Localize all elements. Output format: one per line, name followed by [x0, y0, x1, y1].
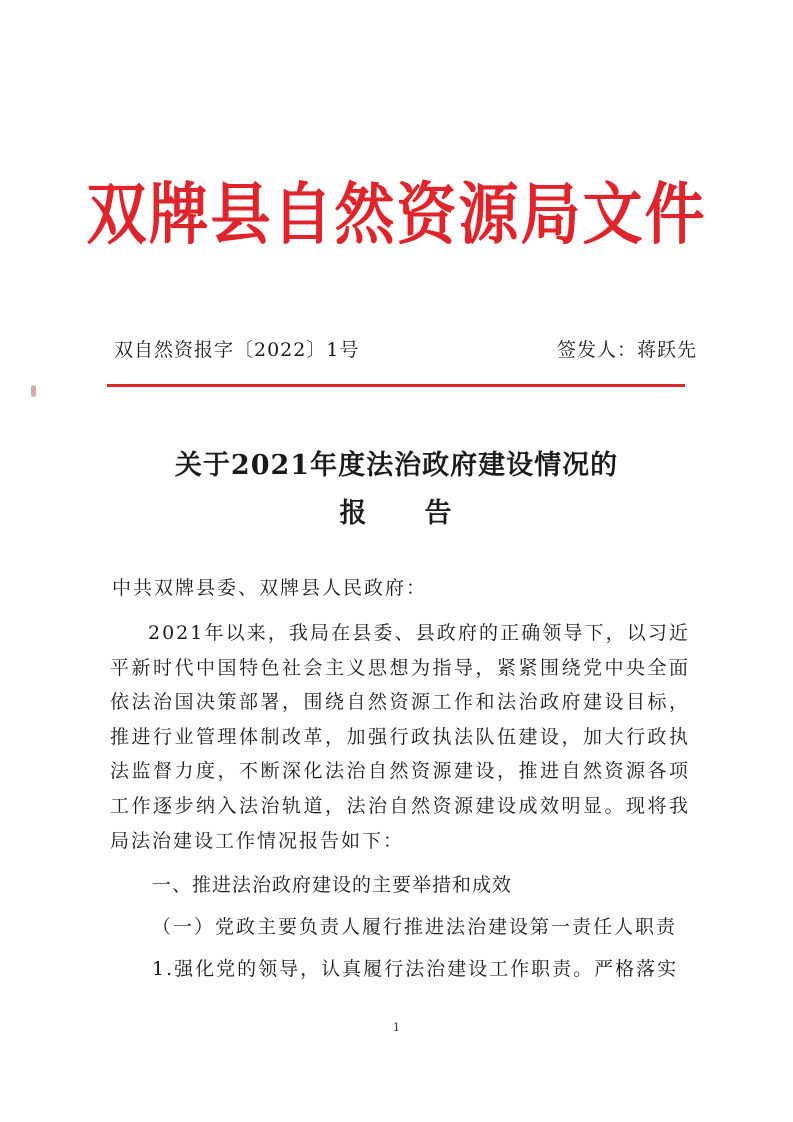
signer: 签发人：蒋跃先	[556, 339, 697, 361]
page-number: 1	[393, 1021, 400, 1034]
section-heading-1: 一、推进法治政府建设的主要举措和成效	[152, 874, 513, 896]
masthead-title: 双牌县自然资源局文件	[86, 175, 707, 255]
subsection-heading-1: （一）党政主要负责人履行推进法治建设第一责任人职责	[152, 916, 678, 938]
report-title-line-2	[0, 494, 793, 534]
report-title-char-2: 告	[424, 498, 454, 529]
document-number: 双自然资报字〔2022〕1号	[114, 339, 360, 361]
red-divider	[107, 384, 685, 387]
point-1-text: 1.强化党的领导，认真履行法治建设工作职责。严格落实	[152, 958, 679, 980]
body-text	[110, 616, 690, 858]
report-title-line-1: 关于2021年度法治政府建设情况的	[174, 450, 619, 481]
body-paragraph: 2021年以来，我局在县委、县政府的正确领导下，以习近平新时代中国特色社会主义思想为指导，紧紧围绕党中央全面依法治国决策部署，围绕自然资源工作和法治政府建设目标，推进行业管理体制改革，加强行政执法队伍建设，加大行政执法监督力度，不断深化法治自然资源建设，推进自然资源各项工作逐步纳入法治轨道，法治自然资源建设成效明显。现将我局法治建设工作情况报告如下：	[110, 622, 690, 852]
report-title-char-1: 报	[339, 498, 369, 529]
scan-speck	[31, 385, 36, 397]
salutation: 中共双牌县委、双牌县人民政府：	[112, 577, 428, 599]
